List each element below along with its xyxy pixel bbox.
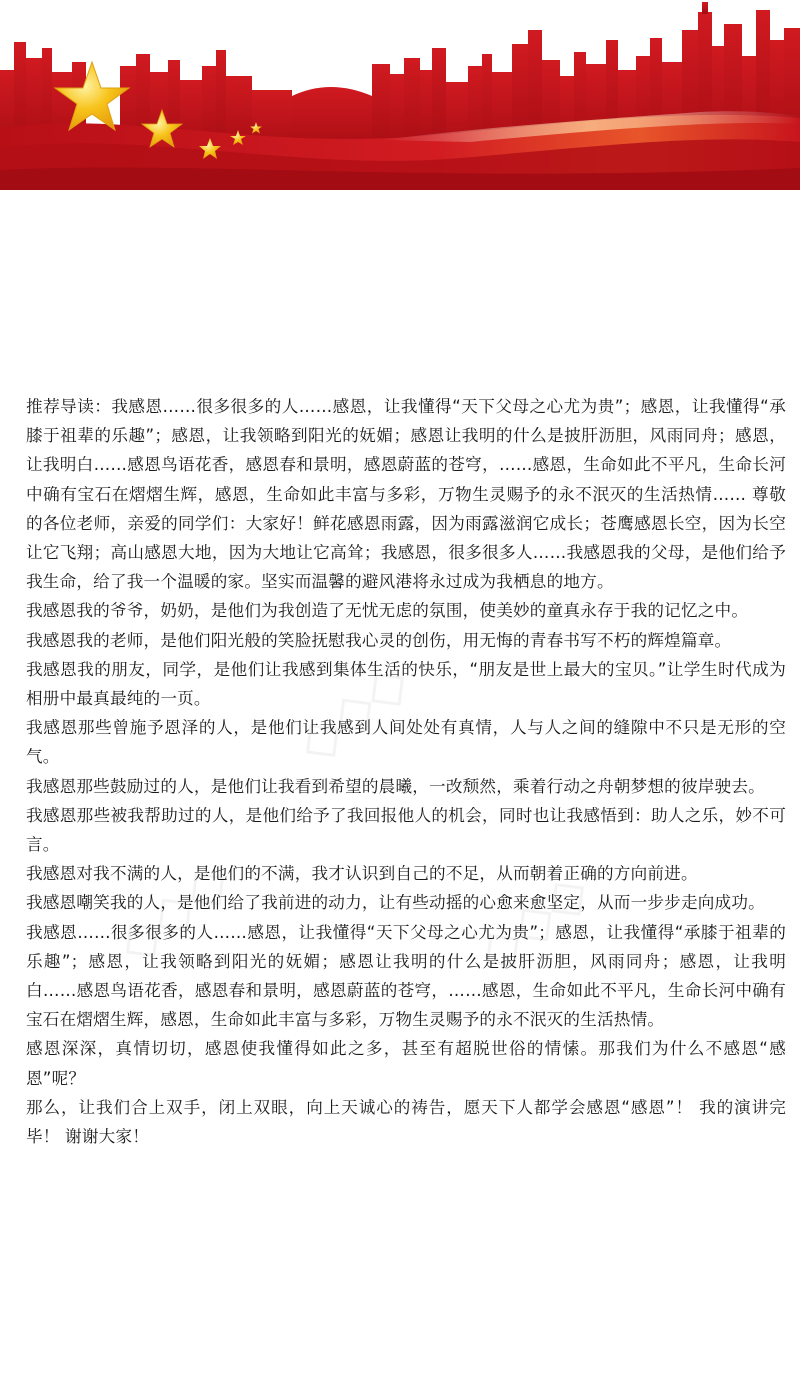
article-paragraph: 我感恩那些曾施予恩泽的人，是他们让我感到人间处处有真情，人与人之间的缝隙中不只是无形的空气。: [26, 718, 786, 767]
article-paragraph: 我感恩对我不满的人，是他们的不满，我才认识到自己的不足，从而朝着正确的方向前进。: [26, 864, 698, 884]
article-paragraph: 我感恩那些被我帮助过的人，是他们给予了我回报他人的机会，同时也让我感悟到：助人之乐，妙不可言。: [26, 805, 786, 855]
watermark: ◇◇◇: [463, 858, 601, 985]
article-paragraph: 感恩深深，真情切切，感恩使我懂得如此之多，甚至有超脱世俗的情愫。那我们为什么不感恩“感恩”呢？: [26, 1039, 786, 1088]
article-paragraph: 推荐导读：我感恩……很多很多的人……感恩，让我懂得“天下父母之心尤为贵”；感恩，让我懂得“承膝于祖辈的乐趣”；感恩，让我领略到阳光的妩媚；感恩让我明的什么是披肝沥胆，风雨同舟；感恩，让我明白……感恩鸟语花香，感恩春和景明，感恩蔚蓝的苍穹，……感恩，生命如此不平凡，生命长河中确有宝石在熠熠生辉，感恩，生命如此丰富与多彩，万物生灵赐予的永不泯灭的生活热情…… 尊敬的各位老师，亲爱的同学们：大家好！鲜花感恩雨露，因为雨露滋润它成长；苍鹰感恩长空，因为长空让它飞翔；高山感恩大地，因为大地让它高耸；我感恩，很多很多人……我感恩我的父母，是他们给予我生命，给了我一个温暖的家。坚实而温馨的避风港将永过成为我栖息的地方。: [26, 397, 786, 592]
article-paragraph: 我感恩嘲笑我的人，是他们给了我前进的动力，让有些动摇的心愈来愈坚定，从而一步步走向成功。: [26, 893, 765, 913]
article-paragraph: 那么，让我们合上双手，闭上双眼，向上天诚心的祷告，愿天下人都学会感恩“感恩”！ 我的演讲完毕！ 谢谢大家！: [26, 1097, 786, 1147]
city-skyline: [0, 0, 800, 190]
article-body: [26, 392, 786, 1151]
watermark: ◇◇◇: [283, 648, 421, 775]
article-paragraph: 我感恩那些鼓励过的人，是他们让我看到希望的晨曦，一改颓然，乘着行动之舟朝梦想的彼岸驶去。: [26, 776, 765, 796]
article-paragraph: 我感恩我的爷爷，奶奶，是他们为我创造了无忧无虑的氛围，使美妙的童真永存于我的记忆之中。: [26, 601, 749, 621]
header-banner: [0, 0, 800, 190]
watermark: ◇◇◇: [103, 848, 241, 975]
article-paragraph: 我感恩……很多很多的人……感恩，让我懂得“天下父母之心尤为贵”；感恩，让我懂得“承膝于祖辈的乐趣”；感恩，让我领略到阳光的妩媚；感恩让我明的什么是披肝沥胆，风雨同舟；感恩，让我明白……感恩鸟语花香，感恩春和景明，感恩蔚蓝的苍穹，……感恩，生命如此不平凡，生命长河中确有宝石在熠熠生辉，感恩，生命如此丰富与多彩，万物生灵赐予的永不泯灭的生活热情。: [26, 922, 786, 1030]
article-paragraph: 我感恩我的老师，是他们阳光般的笑脸抚慰我心灵的创伤，用无悔的青春书写不朽的辉煌篇章。: [26, 630, 732, 650]
article-paragraph: 我感恩我的朋友，同学，是他们让我感到集体生活的快乐，“朋友是世上最大的宝贝。”让学生时代成为相册中最真最纯的一页。: [26, 659, 786, 709]
